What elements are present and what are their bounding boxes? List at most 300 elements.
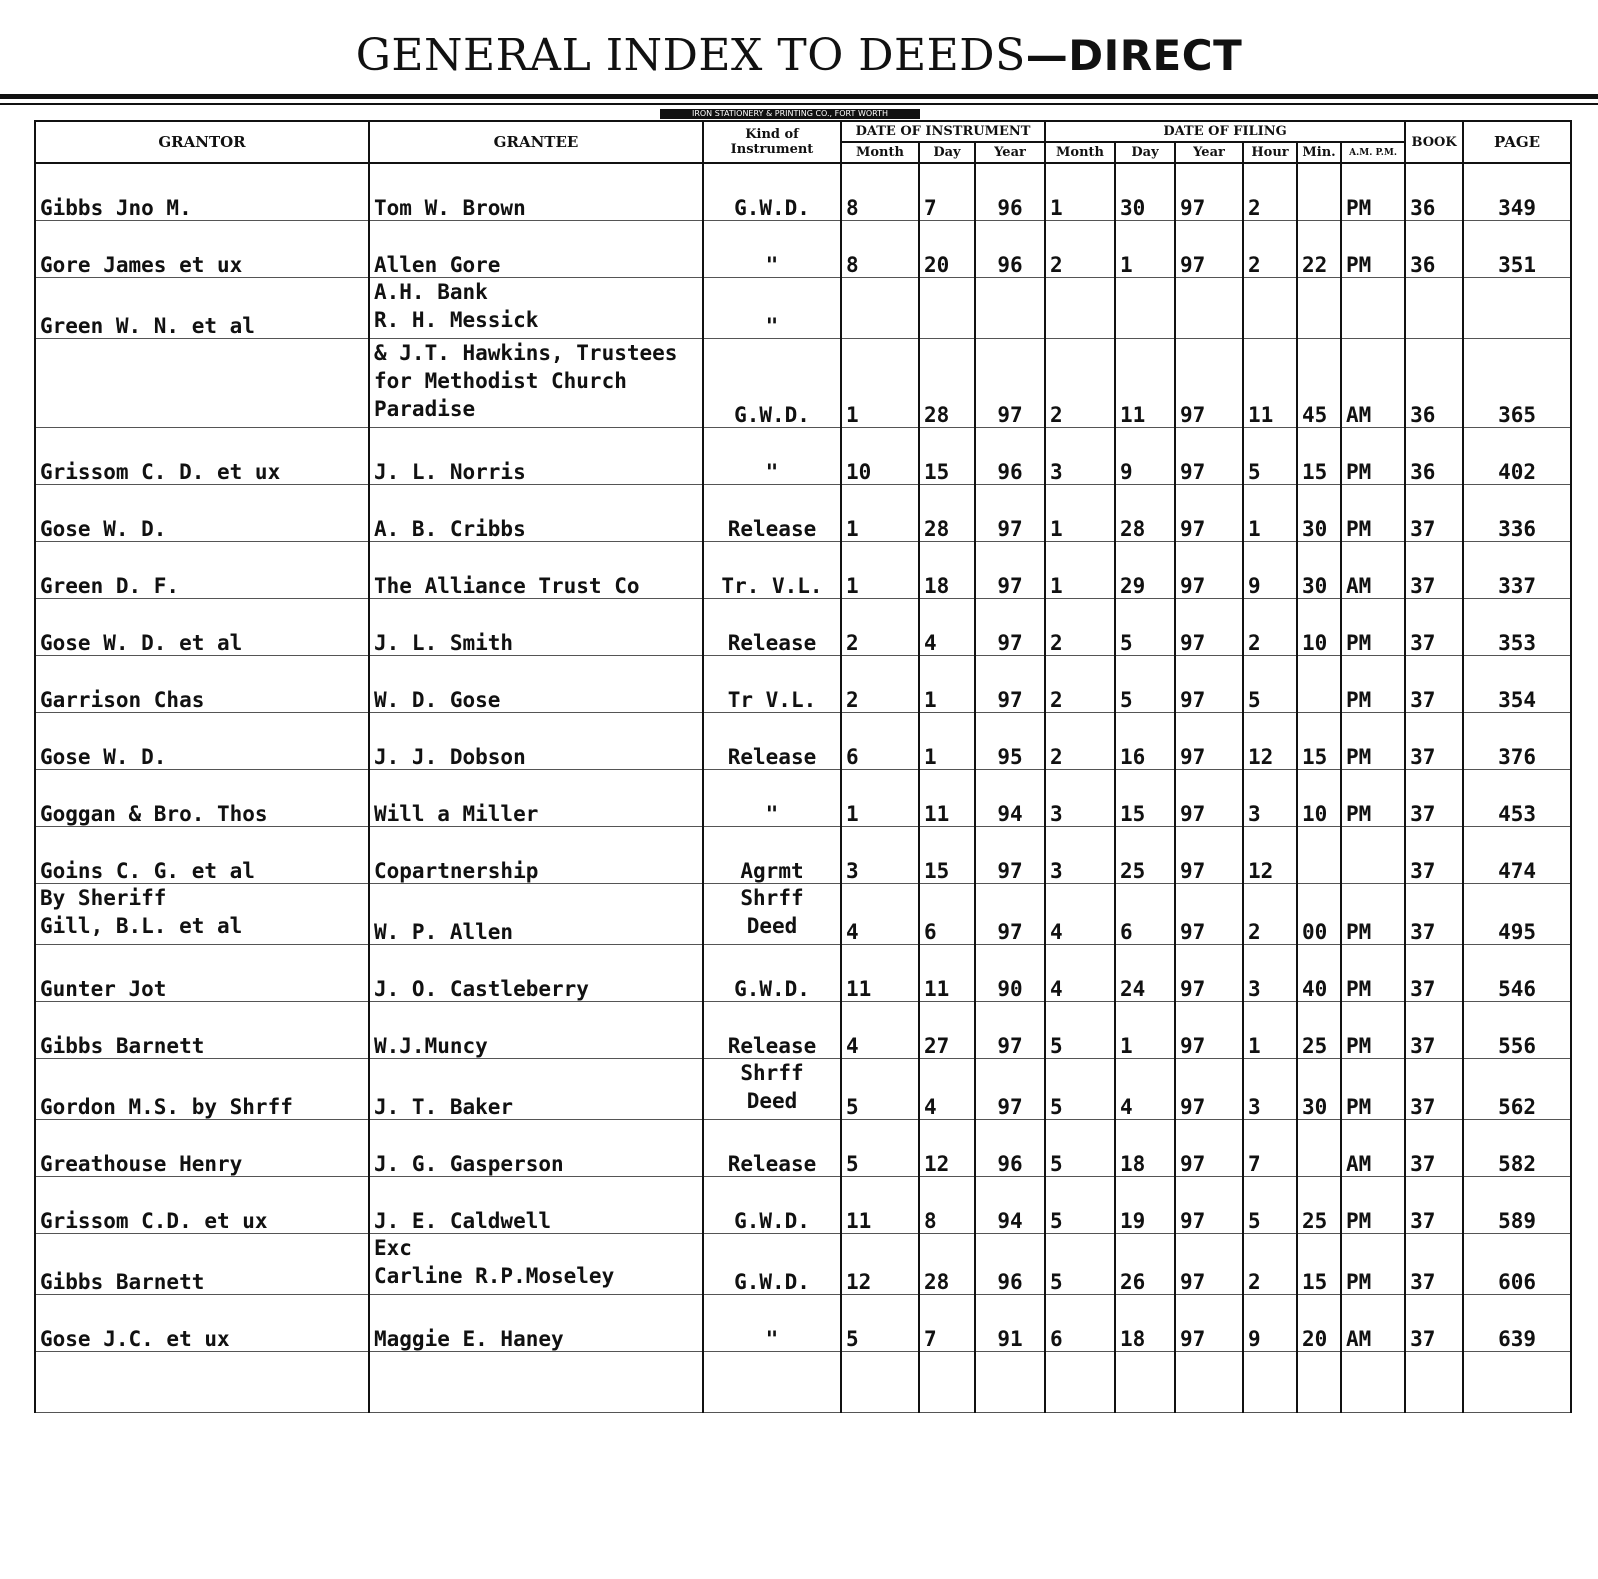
instr-month-cell: 4 <box>841 884 919 945</box>
instr-year-cell: 94 <box>975 770 1045 827</box>
empty-cell <box>703 1352 841 1413</box>
table-row <box>35 1234 1571 1295</box>
empty-cell <box>1175 1352 1243 1413</box>
instr-day-cell: 7 <box>919 1295 975 1352</box>
book-cell: 37 <box>1405 945 1463 1002</box>
ampm-cell: PM <box>1341 1002 1405 1059</box>
page-cell <box>1463 278 1571 339</box>
instr-year-cell: 96 <box>975 428 1045 485</box>
empty-cell <box>975 1352 1045 1413</box>
filing-day-cell: 4 <box>1115 1059 1175 1120</box>
grantee-cell: Tom W. Brown <box>369 163 703 221</box>
hour-cell: 3 <box>1243 1059 1297 1120</box>
filing-day-cell: 15 <box>1115 770 1175 827</box>
filing-year-cell: 97 <box>1175 656 1243 713</box>
instr-year-cell: 97 <box>975 1059 1045 1120</box>
grantor-cell: Gose J.C. et ux <box>35 1295 369 1352</box>
filing-month-cell: 5 <box>1045 1120 1115 1177</box>
instr-month-cell: 11 <box>841 1177 919 1234</box>
grantor-cell: Grissom C.D. et ux <box>35 1177 369 1234</box>
instr-day-cell: 12 <box>919 1120 975 1177</box>
table-row <box>35 1295 1571 1352</box>
kind-cell: Release <box>703 1002 841 1059</box>
min-cell: 22 <box>1297 221 1341 278</box>
filing-year-cell: 97 <box>1175 1002 1243 1059</box>
kind-cell: Release <box>703 485 841 542</box>
table-row <box>35 884 1571 945</box>
header-date-filing: DATE OF FILING <box>1045 121 1405 142</box>
empty-cell <box>1341 1352 1405 1413</box>
instr-month-cell: 8 <box>841 163 919 221</box>
filing-day-cell: 26 <box>1115 1234 1175 1295</box>
filing-year-cell: 97 <box>1175 827 1243 884</box>
ampm-cell: PM <box>1341 485 1405 542</box>
instr-month-cell: 6 <box>841 713 919 770</box>
grantor-cell: Gordon M.S. by Shrff <box>35 1059 369 1120</box>
empty-cell <box>1297 1352 1341 1413</box>
kind-cell: Shrff Deed <box>703 1059 841 1120</box>
grantor-cell: Gibbs Barnett <box>35 1002 369 1059</box>
min-cell <box>1297 827 1341 884</box>
table-row <box>35 339 1571 428</box>
filing-day-cell: 16 <box>1115 713 1175 770</box>
grantor-cell: By Sheriff Gill, B.L. et al <box>35 884 369 945</box>
min-cell: 10 <box>1297 599 1341 656</box>
ampm-cell: PM <box>1341 656 1405 713</box>
min-cell <box>1297 656 1341 713</box>
hour-cell: 2 <box>1243 599 1297 656</box>
instr-day-cell <box>919 278 975 339</box>
book-cell <box>1405 278 1463 339</box>
instr-month-cell: 5 <box>841 1295 919 1352</box>
instr-year-cell: 96 <box>975 163 1045 221</box>
hour-cell: 5 <box>1243 428 1297 485</box>
filing-day-cell: 25 <box>1115 827 1175 884</box>
min-cell <box>1297 163 1341 221</box>
filing-month-cell: 4 <box>1045 945 1115 1002</box>
min-cell <box>1297 278 1341 339</box>
page-cell: 336 <box>1463 485 1571 542</box>
ampm-cell: PM <box>1341 945 1405 1002</box>
min-cell: 30 <box>1297 485 1341 542</box>
instr-year-cell: 97 <box>975 656 1045 713</box>
table-row <box>35 945 1571 1002</box>
filing-year-cell <box>1175 278 1243 339</box>
grantee-cell: Maggie E. Haney <box>369 1295 703 1352</box>
page-cell: 606 <box>1463 1234 1571 1295</box>
hour-cell: 11 <box>1243 339 1297 428</box>
hour-cell: 2 <box>1243 1234 1297 1295</box>
page-cell: 474 <box>1463 827 1571 884</box>
header-ampm: A.M. P.M. <box>1341 142 1405 163</box>
page-cell: 351 <box>1463 221 1571 278</box>
table-row <box>35 656 1571 713</box>
ampm-cell: PM <box>1341 428 1405 485</box>
kind-cell: Agrmt <box>703 827 841 884</box>
kind-cell: G.W.D. <box>703 945 841 1002</box>
grantor-cell: Gose W. D. <box>35 485 369 542</box>
book-cell: 36 <box>1405 428 1463 485</box>
filing-year-cell: 97 <box>1175 542 1243 599</box>
instr-day-cell: 8 <box>919 1177 975 1234</box>
filing-month-cell: 3 <box>1045 770 1115 827</box>
filing-month-cell: 4 <box>1045 884 1115 945</box>
ampm-cell <box>1341 278 1405 339</box>
instr-year-cell: 97 <box>975 599 1045 656</box>
filing-year-cell: 97 <box>1175 1295 1243 1352</box>
grantor-cell: Gose W. D. <box>35 713 369 770</box>
page-cell: 376 <box>1463 713 1571 770</box>
instr-day-cell: 4 <box>919 599 975 656</box>
ampm-cell: PM <box>1341 599 1405 656</box>
kind-cell: G.W.D. <box>703 163 841 221</box>
title-rule-thin <box>0 103 1598 105</box>
hour-cell: 5 <box>1243 1177 1297 1234</box>
empty-cell <box>919 1352 975 1413</box>
ampm-cell: PM <box>1341 1059 1405 1120</box>
header-instr-year: Year <box>975 142 1045 163</box>
table-row <box>35 599 1571 656</box>
instr-month-cell: 10 <box>841 428 919 485</box>
instr-day-cell: 20 <box>919 221 975 278</box>
filing-month-cell: 1 <box>1045 163 1115 221</box>
min-cell <box>1297 1120 1341 1177</box>
grantee-cell: J. L. Smith <box>369 599 703 656</box>
filing-month-cell: 2 <box>1045 339 1115 428</box>
instr-month-cell: 11 <box>841 945 919 1002</box>
title-main: GENERAL INDEX TO DEEDS <box>355 30 1026 81</box>
grantor-cell: Gore James et ux <box>35 221 369 278</box>
filing-year-cell: 97 <box>1175 599 1243 656</box>
min-cell: 15 <box>1297 713 1341 770</box>
table-row <box>35 1059 1571 1120</box>
min-cell: 45 <box>1297 339 1341 428</box>
book-cell: 37 <box>1405 1177 1463 1234</box>
instr-day-cell: 6 <box>919 884 975 945</box>
instr-year-cell: 96 <box>975 1120 1045 1177</box>
filing-year-cell: 97 <box>1175 884 1243 945</box>
book-cell: 36 <box>1405 339 1463 428</box>
page-cell: 349 <box>1463 163 1571 221</box>
min-cell: 40 <box>1297 945 1341 1002</box>
grantee-cell: W.J.Muncy <box>369 1002 703 1059</box>
grantee-cell: The Alliance Trust Co <box>369 542 703 599</box>
instr-month-cell: 1 <box>841 485 919 542</box>
instr-year-cell <box>975 278 1045 339</box>
filing-year-cell: 97 <box>1175 1059 1243 1120</box>
ampm-cell: PM <box>1341 884 1405 945</box>
empty-cell <box>1115 1352 1175 1413</box>
header-grantor: GRANTOR <box>35 121 369 163</box>
book-cell: 37 <box>1405 656 1463 713</box>
filing-day-cell: 19 <box>1115 1177 1175 1234</box>
hour-cell: 12 <box>1243 827 1297 884</box>
instr-month-cell: 8 <box>841 221 919 278</box>
hour-cell: 2 <box>1243 221 1297 278</box>
deed-index-table <box>34 120 1572 1413</box>
kind-cell: Shrff Deed <box>703 884 841 945</box>
book-cell: 37 <box>1405 770 1463 827</box>
header-book: BOOK <box>1405 121 1463 163</box>
filing-day-cell: 1 <box>1115 1002 1175 1059</box>
page-cell: 453 <box>1463 770 1571 827</box>
header-instr-month: Month <box>841 142 919 163</box>
grantee-cell: Will a Miller <box>369 770 703 827</box>
printer-imprint: IRON STATIONERY & PRINTING CO., FORT WORTH <box>660 109 920 119</box>
grantee-cell: A. B. Cribbs <box>369 485 703 542</box>
book-cell: 37 <box>1405 884 1463 945</box>
table-row <box>35 770 1571 827</box>
filing-month-cell: 5 <box>1045 1002 1115 1059</box>
title-rule-thick <box>0 94 1598 99</box>
instr-day-cell: 1 <box>919 713 975 770</box>
grantor-cell <box>35 339 369 428</box>
kind-cell: Release <box>703 599 841 656</box>
grantee-cell: J. E. Caldwell <box>369 1177 703 1234</box>
header-filing-day: Day <box>1115 142 1175 163</box>
instr-month-cell: 1 <box>841 770 919 827</box>
filing-day-cell: 11 <box>1115 339 1175 428</box>
hour-cell: 3 <box>1243 770 1297 827</box>
filing-month-cell: 3 <box>1045 428 1115 485</box>
filing-month-cell: 1 <box>1045 542 1115 599</box>
instr-day-cell: 28 <box>919 1234 975 1295</box>
grantee-cell: J. J. Dobson <box>369 713 703 770</box>
filing-month-cell: 2 <box>1045 599 1115 656</box>
filing-month-cell: 3 <box>1045 827 1115 884</box>
grantee-cell: A.H. Bank R. H. Messick <box>369 278 703 339</box>
ampm-cell: PM <box>1341 1177 1405 1234</box>
instr-year-cell: 97 <box>975 485 1045 542</box>
table-row <box>35 428 1571 485</box>
instr-day-cell: 28 <box>919 339 975 428</box>
grantor-cell: Gibbs Barnett <box>35 1234 369 1295</box>
grantee-cell: Copartnership <box>369 827 703 884</box>
instr-day-cell: 18 <box>919 542 975 599</box>
instr-day-cell: 11 <box>919 770 975 827</box>
instr-year-cell: 96 <box>975 1234 1045 1295</box>
ampm-cell: PM <box>1341 163 1405 221</box>
book-cell: 37 <box>1405 1059 1463 1120</box>
grantor-cell: Green W. N. et al <box>35 278 369 339</box>
ampm-cell: AM <box>1341 542 1405 599</box>
instr-month-cell: 2 <box>841 599 919 656</box>
grantor-cell: Gose W. D. et al <box>35 599 369 656</box>
table-row <box>35 485 1571 542</box>
page-cell: 495 <box>1463 884 1571 945</box>
empty-cell <box>1045 1352 1115 1413</box>
instr-month-cell <box>841 278 919 339</box>
empty-cell <box>1405 1352 1463 1413</box>
instr-year-cell: 90 <box>975 945 1045 1002</box>
table-row <box>35 1120 1571 1177</box>
filing-month-cell: 5 <box>1045 1234 1115 1295</box>
kind-cell: Release <box>703 1120 841 1177</box>
book-cell: 36 <box>1405 221 1463 278</box>
filing-day-cell: 30 <box>1115 163 1175 221</box>
filing-year-cell: 97 <box>1175 945 1243 1002</box>
instr-year-cell: 96 <box>975 221 1045 278</box>
ampm-cell: PM <box>1341 770 1405 827</box>
instr-year-cell: 94 <box>975 1177 1045 1234</box>
header-grantee: GRANTEE <box>369 121 703 163</box>
ampm-cell: AM <box>1341 339 1405 428</box>
filing-year-cell: 97 <box>1175 339 1243 428</box>
kind-cell: " <box>703 278 841 339</box>
table-row <box>35 827 1571 884</box>
filing-day-cell: 6 <box>1115 884 1175 945</box>
header-date-instrument: DATE OF INSTRUMENT <box>841 121 1045 142</box>
grantee-cell: & J.T. Hawkins, Trustees for Methodist Church Paradise <box>369 339 703 428</box>
hour-cell: 12 <box>1243 713 1297 770</box>
min-cell: 00 <box>1297 884 1341 945</box>
kind-cell: " <box>703 428 841 485</box>
filing-year-cell: 97 <box>1175 428 1243 485</box>
min-cell: 20 <box>1297 1295 1341 1352</box>
min-cell: 25 <box>1297 1002 1341 1059</box>
instr-month-cell: 1 <box>841 339 919 428</box>
instr-day-cell: 4 <box>919 1059 975 1120</box>
filing-month-cell: 6 <box>1045 1295 1115 1352</box>
filing-day-cell: 29 <box>1115 542 1175 599</box>
filing-day-cell: 18 <box>1115 1120 1175 1177</box>
filing-day-cell: 24 <box>1115 945 1175 1002</box>
grantee-cell: W. D. Gose <box>369 656 703 713</box>
instr-day-cell: 28 <box>919 485 975 542</box>
filing-day-cell: 5 <box>1115 656 1175 713</box>
table-row <box>35 542 1571 599</box>
header-kind: Kind of Instrument <box>703 121 841 163</box>
page-cell: 639 <box>1463 1295 1571 1352</box>
grantee-cell: Allen Gore <box>369 221 703 278</box>
kind-cell: " <box>703 1295 841 1352</box>
hour-cell: 2 <box>1243 884 1297 945</box>
grantee-cell: W. P. Allen <box>369 884 703 945</box>
instr-year-cell: 91 <box>975 1295 1045 1352</box>
grantor-cell: Garrison Chas <box>35 656 369 713</box>
filing-day-cell: 9 <box>1115 428 1175 485</box>
grantor-cell: Goins C. G. et al <box>35 827 369 884</box>
page-cell: 582 <box>1463 1120 1571 1177</box>
min-cell: 15 <box>1297 1234 1341 1295</box>
hour-cell: 3 <box>1243 945 1297 1002</box>
min-cell: 30 <box>1297 1059 1341 1120</box>
book-cell: 37 <box>1405 1234 1463 1295</box>
instr-month-cell: 3 <box>841 827 919 884</box>
min-cell: 25 <box>1297 1177 1341 1234</box>
filing-year-cell: 97 <box>1175 713 1243 770</box>
instr-year-cell: 97 <box>975 827 1045 884</box>
ampm-cell: PM <box>1341 713 1405 770</box>
header-filing-year: Year <box>1175 142 1243 163</box>
page-cell: 562 <box>1463 1059 1571 1120</box>
instr-day-cell: 11 <box>919 945 975 1002</box>
table-row <box>35 1177 1571 1234</box>
empty-cell <box>35 1352 369 1413</box>
filing-month-cell <box>1045 278 1115 339</box>
filing-day-cell: 5 <box>1115 599 1175 656</box>
instr-month-cell: 1 <box>841 542 919 599</box>
book-cell: 37 <box>1405 1295 1463 1352</box>
hour-cell: 2 <box>1243 163 1297 221</box>
instr-year-cell: 97 <box>975 339 1045 428</box>
hour-cell: 7 <box>1243 1120 1297 1177</box>
kind-cell: Tr. V.L. <box>703 542 841 599</box>
kind-cell: Release <box>703 713 841 770</box>
instr-month-cell: 4 <box>841 1002 919 1059</box>
book-cell: 37 <box>1405 1002 1463 1059</box>
table-row <box>35 221 1571 278</box>
page-title <box>0 30 1598 81</box>
ampm-cell: AM <box>1341 1120 1405 1177</box>
hour-cell: 9 <box>1243 1295 1297 1352</box>
instr-year-cell: 97 <box>975 884 1045 945</box>
empty-cell <box>369 1352 703 1413</box>
hour-cell <box>1243 278 1297 339</box>
grantee-cell: Exc Carline R.P.Moseley <box>369 1234 703 1295</box>
header-instr-day: Day <box>919 142 975 163</box>
page-cell: 354 <box>1463 656 1571 713</box>
ampm-cell: AM <box>1341 1295 1405 1352</box>
ampm-cell <box>1341 827 1405 884</box>
instr-year-cell: 97 <box>975 542 1045 599</box>
filing-month-cell: 2 <box>1045 713 1115 770</box>
instr-day-cell: 1 <box>919 656 975 713</box>
table-row <box>35 713 1571 770</box>
min-cell: 15 <box>1297 428 1341 485</box>
book-cell: 37 <box>1405 1120 1463 1177</box>
filing-year-cell: 97 <box>1175 485 1243 542</box>
header-filing-month: Month <box>1045 142 1115 163</box>
filing-day-cell: 18 <box>1115 1295 1175 1352</box>
empty-cell <box>841 1352 919 1413</box>
page-cell: 402 <box>1463 428 1571 485</box>
filing-year-cell: 97 <box>1175 1234 1243 1295</box>
empty-cell <box>1463 1352 1571 1413</box>
grantor-cell: Greathouse Henry <box>35 1120 369 1177</box>
grantor-cell: Grissom C. D. et ux <box>35 428 369 485</box>
hour-cell: 5 <box>1243 656 1297 713</box>
instr-month-cell: 5 <box>841 1059 919 1120</box>
ampm-cell: PM <box>1341 1234 1405 1295</box>
min-cell: 10 <box>1297 770 1341 827</box>
filing-day-cell: 28 <box>1115 485 1175 542</box>
instr-month-cell: 12 <box>841 1234 919 1295</box>
hour-cell: 1 <box>1243 485 1297 542</box>
instr-day-cell: 27 <box>919 1002 975 1059</box>
filing-year-cell: 97 <box>1175 221 1243 278</box>
page-cell: 353 <box>1463 599 1571 656</box>
book-cell: 37 <box>1405 599 1463 656</box>
filing-month-cell: 2 <box>1045 221 1115 278</box>
table-row <box>35 278 1571 339</box>
page-cell: 556 <box>1463 1002 1571 1059</box>
page-cell: 589 <box>1463 1177 1571 1234</box>
empty-cell <box>1243 1352 1297 1413</box>
instr-day-cell: 15 <box>919 428 975 485</box>
book-cell: 36 <box>1405 163 1463 221</box>
title-suffix: —DIRECT <box>1025 31 1243 80</box>
min-cell: 30 <box>1297 542 1341 599</box>
table-row <box>35 163 1571 221</box>
page-cell: 365 <box>1463 339 1571 428</box>
blank-row <box>35 1352 1571 1413</box>
kind-cell: Tr V.L. <box>703 656 841 713</box>
instr-year-cell: 97 <box>975 1002 1045 1059</box>
hour-cell: 1 <box>1243 1002 1297 1059</box>
kind-cell: G.W.D. <box>703 1234 841 1295</box>
kind-cell: " <box>703 221 841 278</box>
